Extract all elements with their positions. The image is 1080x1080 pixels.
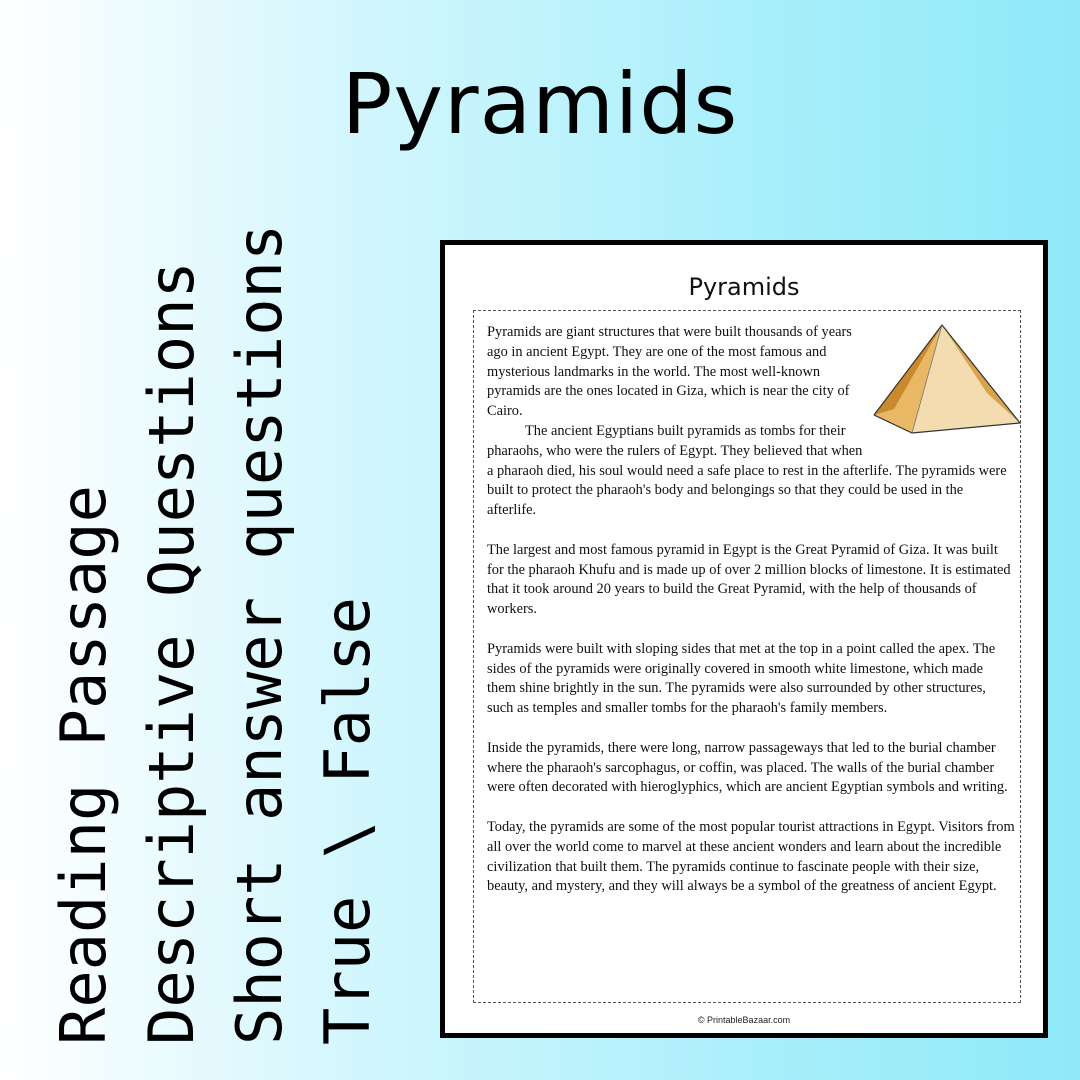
side-feature-list: [40, 223, 384, 1045]
copyright-notice: © PrintableBazaar.com: [697, 1015, 791, 1025]
paragraph-burial-chamber: Inside the pyramids, there were long, narrow passageways that led to the burial chamber where the pharaoh's sarcophagus, or coffin, was placed. The walls of the burial chamber were often decorated with hieroglyphics, which are ancient Egyptian symbols and writing.: [487, 739, 1008, 796]
paragraph-tourism: Today, the pyramids are some of the most popular tourist attractions in Egypt. Visitors from all over the world come to marvel at these ancient wonders and learn about the incredible civilization that built them. The pyramids continue to fascinate people with their size, beauty, and mystery, and they will always be a symbol of the greatness of ancient Egypt.: [487, 818, 1015, 895]
paragraph-great-pyramid: The largest and most famous pyramid in Egypt is the Great Pyramid of Giza. It was built for the pharaoh Khufu and is made up of over 2 million blocks of limestone. It is estimated that it took around 20 years to build the Great Pyramid, with the help of thousands of workers.: [487, 541, 1011, 618]
page-title: Pyramids: [341, 55, 739, 153]
paragraph-intro-text: Pyramids are giant structures that were built thousands of years ago in ancient Egypt. They are one of the most famous and mysterious landmarks in the world. The most well-known pyramids are the ones located in Giza, which is near the city of Cairo.: [487, 324, 852, 420]
worksheet-preview: [440, 240, 1048, 1038]
pyramid-icon: [872, 323, 1022, 445]
worksheet-title: Pyramids: [688, 273, 800, 301]
paragraph-tombs-text: The ancient Egyptians built pyramids as tombs for their pharaohs, who were the rulers of Egypt. They believed that when a pharaoh died, his soul would need a safe place to rest in the afterlife. The pyramids were built to protect the pharaoh's body and belongings so that they could be used in the afterlife.: [487, 422, 1007, 519]
side-line-short-answer: Short answer questions: [223, 223, 296, 1045]
side-line-true-false: True \ False: [311, 597, 384, 1045]
reading-passage: [487, 323, 1015, 917]
pyramid-front-face: [912, 325, 1020, 433]
side-line-reading-passage: Reading Passage: [47, 485, 120, 1045]
paragraph-apex: Pyramids were built with sloping sides that met at the top in a point called the apex. The sides of the pyramids were originally covered in smooth white limestone, which made them shine brightly in the sun. The pyramids were also surrounded by other structures, such as temples and smaller tombs for the pharaoh's family members.: [487, 640, 996, 717]
side-line-descriptive-questions: Descriptive Questions: [135, 261, 208, 1045]
